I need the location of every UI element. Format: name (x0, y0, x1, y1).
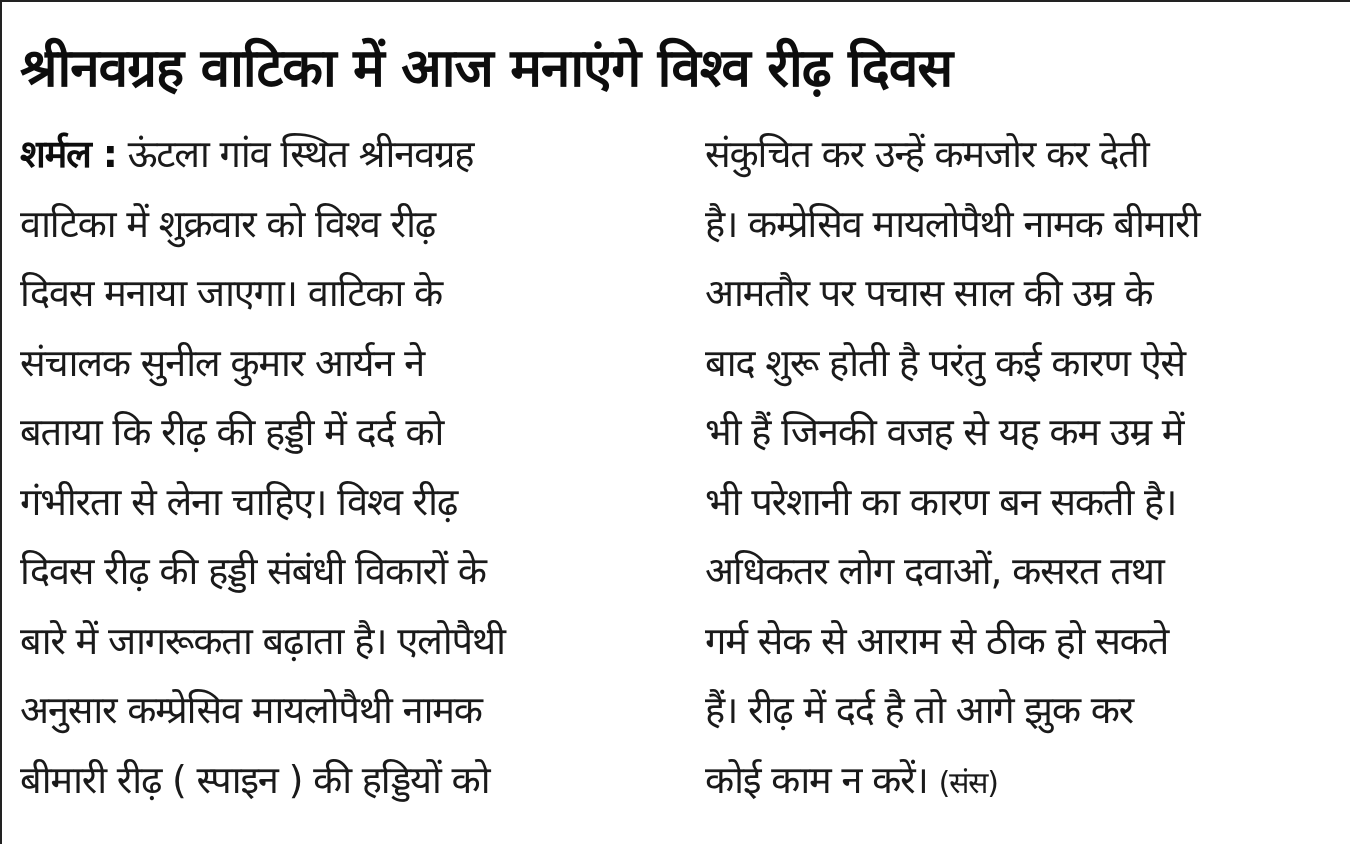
headline: श्रीनवग्रह वाटिका में आज मनाएंगे विश्व रीढ़ दिवस (20, 38, 953, 99)
article-line: अनुसार कम्प्रेसिव मायलोपैथी नामक (20, 688, 482, 732)
left-column (20, 120, 670, 815)
article-line: बीमारी रीढ़ ( स्पाइन ) की हड्डियों को (20, 757, 490, 802)
article-line: अधिकतर लोग दवाओं, कसरत तथा (705, 549, 1164, 593)
article-line: बाद शुरू होती है परंतु कई कारण ऐसे (705, 340, 1185, 385)
article-line: वाटिका में शुक्रवार को विश्व रीढ़ (20, 201, 435, 246)
article-text: ऊंटला गांव स्थित श्रीनवग्रह (116, 132, 474, 176)
article-text: कोई काम न करें। (705, 757, 928, 802)
byline: शर्मल : (20, 132, 117, 176)
right-column (705, 120, 1350, 815)
article-line: गर्म सेक से आराम से ठीक हो सकते (705, 618, 1169, 663)
article-line: आमतौर पर पचास साल की उम्र के (705, 271, 1153, 315)
article-line: बारे में जागरूकता बढ़ाता है। एलोपैथी (20, 618, 505, 663)
article-line: संचालक सुनील कुमार आर्यन ने (20, 340, 425, 385)
article-line: भी हैं जिनकी वजह से यह कम उम्र में (705, 410, 1184, 454)
news-agency-credit: (संस) (938, 765, 998, 801)
article-line: बताया कि रीढ़ की हड्डी में दर्द को (20, 410, 444, 454)
article-line: हैं। रीढ़ में दर्द है तो आगे झुक कर (705, 688, 1134, 732)
article-line: दिवस रीढ़ की हड्डी संबंधी विकारों के (20, 549, 486, 593)
article-line: संकुचित कर उन्हें कमजोर कर देती (705, 132, 1149, 176)
article-line: है। कम्प्रेसिव मायलोपैथी नामक बीमारी (705, 201, 1200, 246)
article-line: गंभीरता से लेना चाहिए। विश्व रीढ़ (20, 479, 458, 524)
article-line: भी परेशानी का कारण बन सकती है। (705, 479, 1177, 524)
article-line: दिवस मनाया जाएगा। वाटिका के (20, 271, 442, 315)
article-line (20, 120, 670, 190)
article-line (705, 746, 1350, 816)
